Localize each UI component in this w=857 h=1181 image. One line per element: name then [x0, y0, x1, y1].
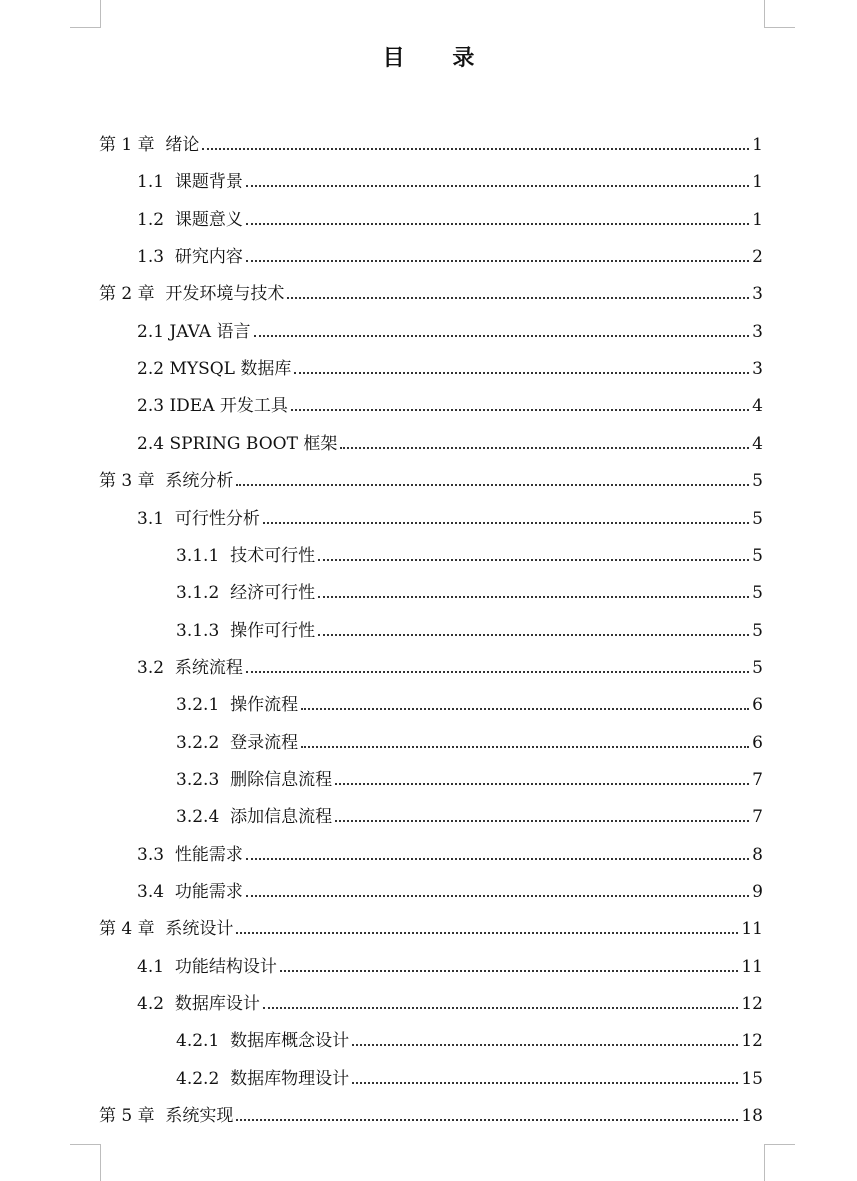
toc-entry-label: 1.3 研究内容	[137, 247, 243, 268]
toc-dot-leader	[287, 296, 749, 299]
toc-entry[interactable]	[137, 947, 763, 977]
toc-entry-label: 2.4 SPRING BOOT 框架	[137, 433, 338, 454]
toc-entry[interactable]	[99, 1096, 763, 1126]
toc-entry-label: 3.3 性能需求	[137, 844, 243, 865]
toc-entry[interactable]	[99, 274, 763, 304]
toc-entry[interactable]	[176, 685, 763, 715]
toc-entry-page-number: 9	[752, 882, 763, 902]
toc-entry[interactable]	[137, 312, 763, 342]
toc-entry[interactable]	[137, 424, 763, 454]
toc-entry-page-number: 7	[752, 769, 763, 790]
toc-entry[interactable]	[137, 835, 763, 865]
toc-dot-leader	[246, 184, 749, 187]
toc-dot-leader	[263, 521, 749, 524]
toc-entry-label: 2.3 IDEA 开发工具	[137, 396, 288, 417]
toc-entry-page-number: 18	[741, 1106, 763, 1127]
toc-entry-label: 4.2 数据库设计	[137, 994, 260, 1015]
crop-mark	[764, 0, 765, 28]
toc-dot-leader	[318, 633, 749, 636]
crop-mark	[70, 1144, 101, 1145]
toc-entry-label: 3.2.3 删除信息流程	[176, 769, 333, 790]
toc-entry-label: 3.2 系统流程	[137, 657, 243, 678]
toc-entry-page-number: 3	[752, 321, 763, 342]
toc-entry[interactable]	[137, 872, 763, 902]
toc-entry-label: 1.2 课题意义	[137, 209, 243, 230]
toc-entry-page-number: 2	[752, 247, 763, 268]
toc-dot-leader	[236, 483, 749, 486]
toc-dot-leader	[291, 408, 749, 411]
toc-dot-leader	[318, 558, 749, 561]
toc-dot-leader	[236, 931, 738, 934]
toc-entry[interactable]	[176, 573, 763, 603]
toc-entry-page-number: 4	[752, 433, 763, 454]
toc-dot-leader	[236, 1118, 738, 1121]
toc-entry-page-number: 5	[752, 508, 763, 529]
toc-entry-page-number: 15	[741, 1068, 763, 1089]
crop-mark	[100, 1144, 101, 1181]
toc-entry[interactable]	[137, 386, 763, 416]
toc-entry[interactable]	[176, 611, 763, 641]
toc-dot-leader	[246, 222, 749, 225]
toc-entry-page-number: 12	[741, 994, 763, 1015]
toc-entry-label: 3.2.1 操作流程	[176, 695, 299, 716]
toc-entry[interactable]	[176, 1059, 763, 1089]
toc-entry[interactable]	[137, 200, 763, 230]
toc-dot-leader	[246, 670, 749, 673]
toc-entry[interactable]	[176, 723, 763, 753]
toc-entry-page-number: 3	[752, 284, 763, 305]
toc-entry-page-number: 12	[741, 1031, 763, 1052]
toc-entry-label: 3.2.4 添加信息流程	[176, 807, 333, 828]
toc-entry[interactable]	[137, 162, 763, 192]
toc-entry[interactable]	[176, 1021, 763, 1051]
toc-dot-leader	[335, 782, 749, 785]
toc-entry[interactable]	[176, 536, 763, 566]
toc-entry-page-number: 1	[752, 209, 763, 230]
toc-entry-label: 2.2 MYSQL 数据库	[137, 359, 292, 380]
toc-dot-leader	[301, 745, 749, 748]
toc-entry-label: 1.1 课题背景	[137, 172, 243, 193]
toc-entry-page-number: 1	[752, 135, 763, 155]
toc-dot-leader	[352, 1043, 738, 1046]
toc-entry[interactable]	[137, 349, 763, 379]
crop-mark	[764, 1144, 795, 1145]
toc-entry-page-number: 11	[741, 956, 763, 977]
toc-entry-label: 3.1.1 技术可行性	[176, 545, 316, 566]
toc-entry-label: 2.1 JAVA 语言	[137, 321, 251, 342]
toc-entry-page-number: 5	[752, 620, 763, 641]
toc-entry-label: 3.1.3 操作可行性	[176, 620, 316, 641]
toc-dot-leader	[294, 371, 749, 374]
toc-entry-label: 第 5 章 系统实现	[99, 1106, 234, 1127]
toc-entry[interactable]	[137, 237, 763, 267]
toc-entry-page-number: 5	[752, 545, 763, 566]
toc-entry-label: 第 2 章 开发环境与技术	[99, 284, 285, 305]
toc-entry[interactable]	[99, 125, 763, 155]
toc-dot-leader	[335, 819, 749, 822]
toc-entry[interactable]	[176, 797, 763, 827]
toc-dot-leader	[246, 259, 749, 262]
toc-dot-leader	[340, 446, 749, 449]
toc-dot-leader	[318, 595, 749, 598]
toc-dot-leader	[246, 894, 749, 897]
toc-dot-leader	[263, 1006, 739, 1009]
toc-entry-page-number: 7	[752, 807, 763, 828]
toc-entry-page-number: 3	[752, 359, 763, 380]
toc-entry-page-number: 6	[752, 695, 763, 716]
toc-entry-page-number: 5	[752, 657, 763, 678]
crop-mark	[764, 27, 795, 28]
crop-mark	[100, 0, 101, 28]
toc-entry-page-number: 4	[752, 396, 763, 417]
toc-dot-leader	[301, 707, 749, 710]
toc-entry-label: 第 3 章 系统分析	[99, 471, 234, 492]
toc-dot-leader	[254, 334, 750, 337]
toc-entry[interactable]	[137, 648, 763, 678]
crop-mark	[764, 1144, 765, 1181]
toc-entry[interactable]	[137, 499, 763, 529]
toc-entry-page-number: 11	[741, 919, 763, 940]
toc-entry[interactable]	[99, 909, 763, 939]
toc-entry-label: 3.1.2 经济可行性	[176, 583, 316, 604]
toc-entry-label: 4.1 功能结构设计	[137, 956, 277, 977]
toc-entry[interactable]	[137, 984, 763, 1014]
toc-entry-page-number: 8	[752, 844, 763, 865]
toc-entry[interactable]	[176, 760, 763, 790]
toc-dot-leader	[246, 857, 749, 860]
toc-entry-label: 3.1 可行性分析	[137, 508, 260, 529]
toc-entry-label: 3.4 功能需求	[137, 882, 243, 902]
toc-dot-leader	[352, 1081, 738, 1084]
toc-dot-leader	[202, 147, 749, 150]
crop-mark	[70, 27, 101, 28]
toc-entry-page-number: 5	[752, 583, 763, 604]
toc-entry-page-number: 1	[752, 172, 763, 193]
toc-dot-leader	[280, 969, 739, 972]
toc-entry-label: 第 1 章 绪论	[99, 135, 200, 155]
page-title: 目 录	[382, 45, 495, 71]
toc-entry-label: 4.2.1 数据库概念设计	[176, 1031, 350, 1052]
toc-entry-page-number: 5	[752, 471, 763, 492]
toc-entry-label: 第 4 章 系统设计	[99, 919, 234, 940]
toc-entry[interactable]	[99, 461, 763, 491]
toc-entry-label: 4.2.2 数据库物理设计	[176, 1068, 350, 1089]
toc-entry-label: 3.2.2 登录流程	[176, 732, 299, 753]
toc-entry-page-number: 6	[752, 732, 763, 753]
